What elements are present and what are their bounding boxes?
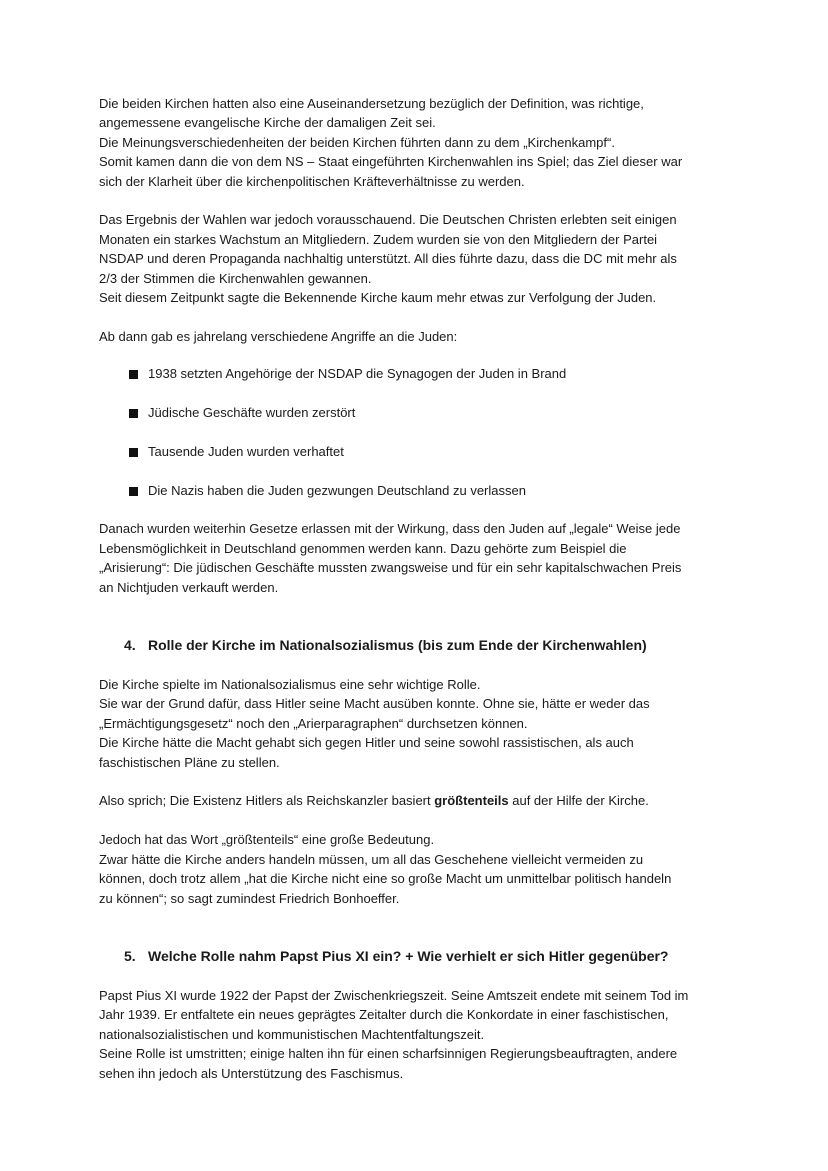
section-5-heading — [99, 946, 739, 966]
list-item — [99, 442, 739, 461]
text-line: Seine Rolle ist umstritten; einige halten ihn für einen scharfsinnigen Regierungsbeauftragten, andere — [99, 1046, 678, 1062]
spacer — [99, 597, 739, 635]
emphasis-text: größtenteils — [434, 793, 509, 809]
text-line: nationalsozialistischen und kommunistischen Machtentfaltungszeit. — [99, 1026, 485, 1042]
spacer — [99, 655, 739, 675]
text-line: sich der Klarheit über die kirchenpolitischen Kräfteverhältnisse zu werden. — [99, 173, 525, 189]
list-item-text: Tausende Juden wurden verhaftet — [148, 443, 344, 459]
text-line: Die beiden Kirchen hatten also eine Auseinandersetzung bezüglich der Definition, was richtige, — [99, 96, 644, 111]
spacer — [99, 811, 739, 830]
section-title: Rolle der Kirche im Nationalsozialismus (bis zum Ende der Kirchenwahlen) — [148, 637, 647, 654]
paragraph-bedeutung — [99, 830, 739, 908]
spacer — [99, 772, 739, 791]
square-bullet-icon — [129, 409, 138, 418]
text-line: Sie war der Grund dafür, dass Hitler seine Macht ausüben konnte. Ohne sie, hätte er weder das — [99, 696, 650, 712]
section-number: 5. — [124, 947, 136, 964]
text-line: Lebensmöglichkeit in Deutschland genommen werden kann. Dazu gehörte zum Beispiel die — [99, 540, 627, 556]
square-bullet-icon — [129, 448, 138, 457]
list-intro: Ab dann gab es jahrelang verschiedene Angriffe an die Juden: — [99, 328, 458, 344]
paragraph-papst-pius — [99, 986, 739, 1083]
text-line: Somit kamen dann die von dem NS – Staat eingeführten Kirchenwahlen ins Spiel; das Ziel dieser war — [99, 154, 683, 170]
text-line: Die Meinungsverschiedenheiten der beiden Kirchen führten dann zu dem „Kirchenkampf“. — [99, 134, 615, 150]
text-run: Also sprich; Die Existenz Hitlers als Reichskanzler basiert — [99, 793, 435, 809]
list-item — [99, 364, 739, 383]
text-line: sehen ihn jedoch als Unterstützung des Faschismus. — [99, 1065, 404, 1081]
paragraph-kirchenkampf — [99, 94, 739, 191]
section-number: 4. — [124, 637, 136, 654]
square-bullet-icon — [129, 487, 138, 496]
document-page — [99, 94, 739, 1083]
text-line: Die Kirche spielte im Nationalsozialismus eine sehr wichtige Rolle. — [99, 677, 481, 693]
text-line: Seit diesem Zeitpunkt sagte die Bekennende Kirche kaum mehr etwas zur Verfolgung der Juden. — [99, 290, 657, 306]
text-line: Das Ergebnis der Wahlen war jedoch vorausschauend. Die Deutschen Christen erlebten seit einigen — [99, 212, 677, 228]
text-line: 2/3 der Stimmen die Kirchenwahlen gewannen. — [99, 270, 372, 286]
text-line: Jahr 1939. Er entfaltete ein neues geprägtes Zeitalter durch die Konkordate in einer faschistischen, — [99, 1007, 669, 1023]
paragraph-wahlergebnis — [99, 210, 739, 307]
square-bullet-icon — [129, 370, 138, 379]
list-item-text: Jüdische Geschäfte wurden zerstört — [148, 405, 356, 421]
text-line: Die Kirche hätte die Macht gehabt sich gegen Hitler und seine sowohl rassistischen, als auch — [99, 735, 634, 751]
list-item — [99, 403, 739, 422]
text-line: angemessene evangelische Kirche der damaligen Zeit sei. — [99, 115, 436, 131]
section-title: Welche Rolle nahm Papst Pius XI ein? + Wie verhielt er sich Hitler gegenüber? — [148, 947, 669, 964]
text-line: zu können“; so sagt zumindest Friedrich Bonhoeffer. — [99, 890, 400, 906]
text-line: können, doch trotz allem „hat die Kirche nicht eine so große Macht um unmittelbar politisch handeln — [99, 871, 672, 887]
text-line: an Nichtjuden verkauft werden. — [99, 579, 279, 595]
text-line: Papst Pius XI wurde 1922 der Papst der Zwischenkriegszeit. Seine Amtszeit endete mit seinem Tod im — [99, 987, 689, 1003]
text-line: Monaten ein starkes Wachstum an Mitgliedern. Zudem wurden sie von den Mitgliedern der Partei — [99, 231, 658, 247]
spacer — [99, 908, 739, 946]
text-line: „Arisierung“: Die jüdischen Geschäfte mussten zwangsweise und für ein sehr kapitalschwachen Preis — [99, 560, 682, 576]
text-line: faschistischen Pläne zu stellen. — [99, 754, 280, 770]
spacer — [99, 966, 739, 986]
text-line: Jedoch hat das Wort „größtenteils“ eine große Bedeutung. — [99, 832, 435, 848]
spacer — [99, 307, 739, 326]
paragraph-existenz-hitlers — [99, 791, 739, 810]
spacer — [99, 191, 739, 210]
paragraph-gesetze — [99, 519, 739, 597]
attacks-list — [99, 364, 739, 500]
list-item-text: Die Nazis haben die Juden gezwungen Deutschland zu verlassen — [148, 482, 526, 498]
text-line: „Ermächtigungsgesetz“ noch den „Arierparagraphen“ durchsetzen können. — [99, 715, 528, 731]
section-4-heading — [99, 635, 739, 655]
list-item-text: 1938 setzten Angehörige der NSDAP die Synagogen der Juden in Brand — [148, 366, 567, 382]
text-line: Zwar hätte die Kirche anders handeln müssen, um all das Geschehene vielleicht vermeiden zu — [99, 851, 644, 867]
text-line: Danach wurden weiterhin Gesetze erlassen mit der Wirkung, dass den Juden auf „legale“ Weise jede — [99, 521, 681, 537]
text-run: auf der Hilfe der Kirche. — [508, 793, 649, 809]
list-item — [99, 481, 739, 500]
paragraph-rolle-kirche — [99, 675, 739, 772]
text-line: NSDAP und deren Propaganda nachhaltig unterstützt. All dies führte dazu, dass die DC mit mehr als — [99, 251, 677, 267]
